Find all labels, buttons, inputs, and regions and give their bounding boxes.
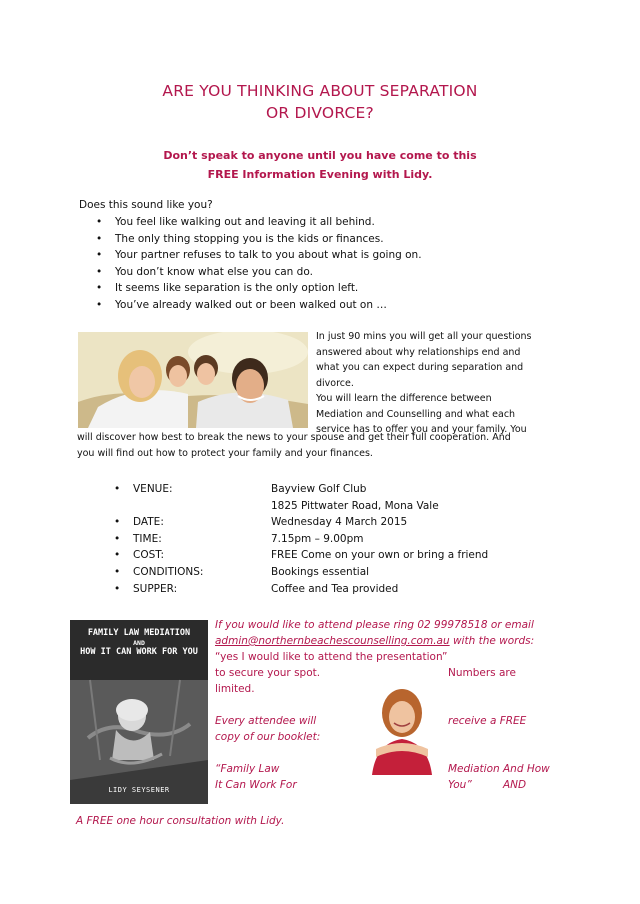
detail-label: SUPPER: [133, 582, 178, 595]
subtitle [0, 146, 640, 184]
booklet-quote-left-1: “Family Law [215, 763, 280, 775]
detail-label: COST: [133, 549, 165, 562]
booklet-offer-right: receive a FREE [448, 715, 527, 727]
description-line: answered about why relationships end and [316, 346, 521, 358]
description-line: Mediation and Counselling and what each [316, 408, 516, 420]
booklet-offer-left: Every attendee will [215, 715, 317, 727]
cta-line-2 [215, 633, 534, 649]
cta-line-5: limited. [215, 683, 255, 695]
cta-line-1: If you would like to attend please ring 02 99978518 or email [215, 619, 534, 631]
list-item: • You don’t know what else you can do. [96, 264, 422, 281]
intro-heading: Does this sound like you? [79, 199, 213, 211]
list-item: • The only thing stopping you is the kids or finances. [96, 231, 422, 248]
detail-value: 7.15pm – 9.00pm [271, 532, 364, 545]
booklet-author: LIDY SEYSENER [108, 786, 170, 794]
family-photo [78, 332, 308, 428]
page-title [0, 80, 640, 124]
detail-value: Wednesday 4 March 2015 [271, 516, 408, 529]
booklet-cover [70, 620, 208, 804]
booklet-title-line-2: HOW IT CAN WORK FOR YOU [80, 647, 198, 657]
cta-line-3: “yes I would like to attend the presentation” [215, 651, 448, 663]
cta-line-4-right: Numbers are [448, 667, 516, 679]
booklet-offer-line-2: copy of our booklet: [215, 731, 321, 743]
cta-line-4-left: to secure your spot. [215, 667, 321, 679]
bullet-icon: • [114, 483, 121, 495]
booklet-quote-left-2: It Can Work For [215, 779, 297, 791]
description-right-column [316, 329, 566, 438]
booklet-quote-right-2: You” [448, 779, 472, 791]
description-line: divorce. [316, 377, 354, 389]
detail-value: FREE Come on your own or bring a friend [271, 549, 489, 562]
booklet-title-and: AND [133, 639, 145, 647]
lidy-photo [366, 679, 438, 775]
description-line: you will find out how to protect your family and your finances. [77, 447, 373, 459]
booklet-title [70, 628, 208, 658]
lidy-photo-image [366, 679, 438, 775]
detail-value: Coffee and Tea provided [271, 582, 399, 595]
bullet-icon: • [114, 582, 121, 595]
booklet-title-line-1: FAMILY LAW MEDIATION [87, 628, 191, 638]
title-line-2: OR DIVORCE? [266, 104, 374, 122]
detail-label: DATE: [133, 516, 164, 529]
detail-value: 1825 Pittwater Road, Mona Vale [271, 499, 439, 512]
list-item: • It seems like separation is the only option left. [96, 280, 422, 297]
bullet-icon: • [114, 549, 121, 562]
description-line: You will learn the difference between [316, 393, 492, 404]
detail-label: CONDITIONS: [133, 565, 204, 578]
subtitle-line-2: FREE Information Evening with Lidy. [207, 168, 433, 181]
list-item: • Your partner refuses to talk to you about what is going on. [96, 247, 422, 264]
description-line: what you can expect during separation and [316, 362, 524, 373]
consultation-offer: A FREE one hour consultation with Lidy. [76, 815, 285, 827]
symptom-list [96, 214, 422, 314]
detail-value: Bayview Golf Club [271, 483, 367, 495]
description-line: In just 90 mins you will get all your questions [316, 331, 532, 342]
bullet-icon: • [114, 565, 121, 578]
description-line: service has to offer you and your family. You [316, 424, 527, 435]
family-photo-image [78, 332, 308, 428]
detail-label: VENUE: [133, 483, 173, 495]
detail-label: TIME: [133, 532, 162, 545]
list-item: • You’ve already walked out or been walked out on … [96, 297, 422, 314]
booklet-quote-and: AND [503, 779, 527, 791]
description-line: will discover how best to break the news to your spouse and get their full cooperation. And [77, 432, 511, 443]
title-line-1: ARE YOU THINKING ABOUT SEPARATION [162, 82, 478, 100]
description-full-width [77, 430, 565, 461]
list-item: • You feel like walking out and leaving it all behind. [96, 214, 422, 231]
bullet-icon: • [114, 516, 121, 529]
cta-line-2-suffix: with the words: [449, 635, 535, 647]
subtitle-line-1: Don’t speak to anyone until you have come to this [163, 149, 477, 162]
bullet-icon: • [114, 532, 121, 545]
detail-value: Bookings essential [271, 565, 370, 578]
email-link[interactable]: admin@northernbeachescounselling.com.au [215, 635, 450, 647]
booklet-quote-right-1: Mediation And How [448, 763, 550, 775]
